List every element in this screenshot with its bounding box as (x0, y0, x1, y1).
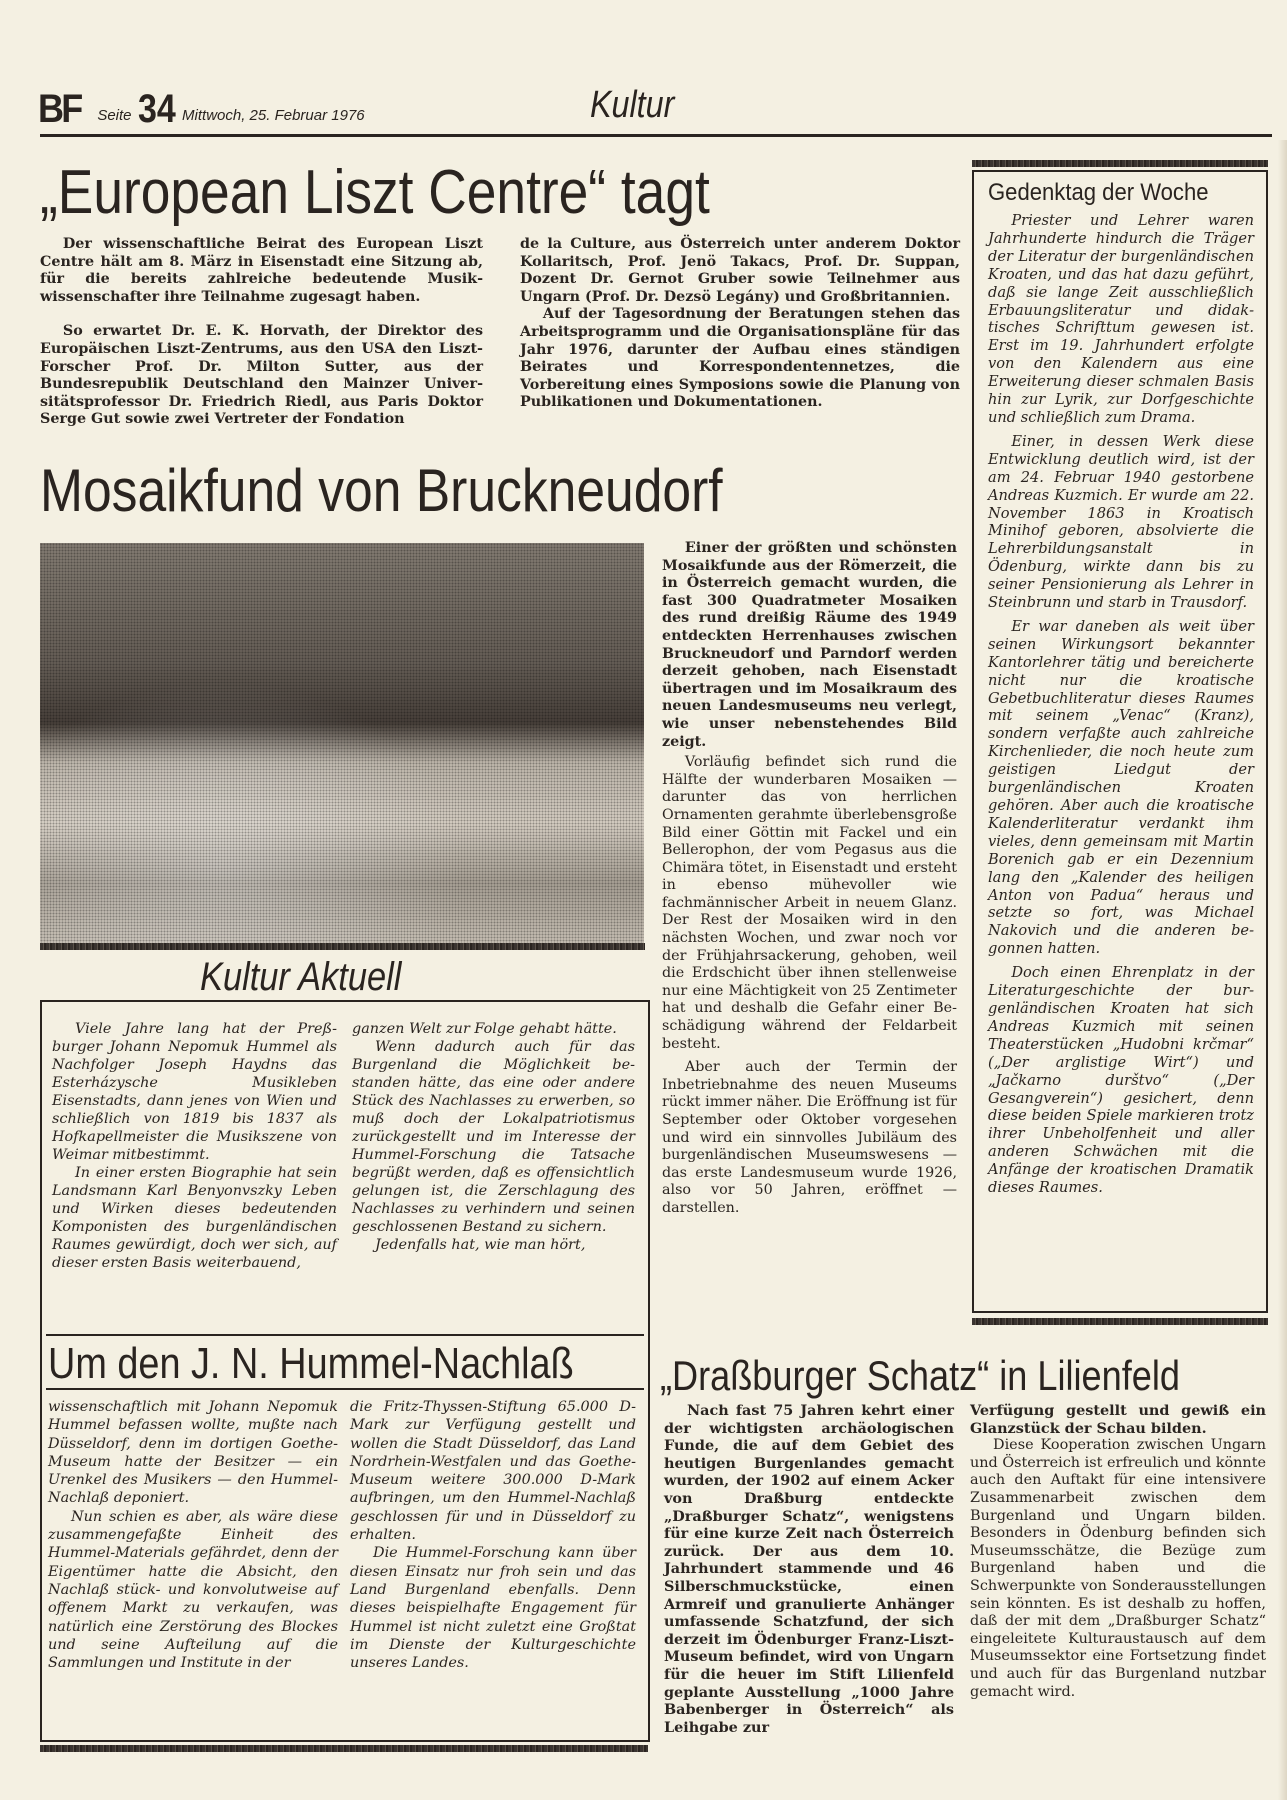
kultur-aktuell-column-1 (52, 1020, 337, 1272)
hummel-column-2 (350, 1398, 636, 1672)
page-label: Seite (97, 107, 132, 124)
mosaik-headline: Mosaikfund von Bruckneudorf (40, 457, 723, 524)
mosaik-column (662, 540, 957, 1218)
paragraph: Er war daneben als weit über seinen Wirkungsort bekannter Kantorlehrer tätig und bereicherte nicht nur die kroatische Gebetbuchliteratur dieses Raumes mit seinem „Venac“ (Kranz), sondern verfaßte auch zahlreiche Kirchenlieder, die noch heute zum geistigen Liedgut der burgenländischen Kroaten gehören. Aber auch die kroatische Kalenderliteratur verdankt ihm vieles, denn gemeinsam mit Martin Borenich gab er ein Dezennium lang den „Kalender des heiligen Anton von Padua“ heraus und setzte so fort, was Michael Nakovich und die anderen begonnen hatten. (988, 617, 1254, 958)
paragraph: Viele Jahre lang hat der Preßburger Johann Nepomuk Hummel als Nachfolger Joseph Haydns das Esterházysche Musikleben Eisenstadts, dann jenes von Wien und schließlich von 1819 bis 1837 als Hofkapellmeister die Musikszene von Weimar mitbestimmt. (52, 1021, 337, 1163)
paragraph: Diese Kooperation zwischen Ungarn und Österreich ist erfreulich und könnte auch den Auftakt für eine intensivere Zusammenarbeit zwischen dem Burgenland und Ungarn bilden. Besonders in Ödenburg befinden sich Museumsschätze, die Bezüge zum Burgenland haben und die Schwerpunkte von Sonderausstellungen sein könnten. Es ist deshalb zu hoffen, daß der mit dem „Draßburger Schatz“ eingeleitete Kulturaustausch auf dem Museumssektor eine Fortsetzung findet und auch für das Burgenland nutzbar gemacht wird. (970, 1437, 1266, 1700)
paragraph: Jedenfalls hat, wie man hört, (375, 1237, 586, 1253)
gedenktag-top-band (972, 160, 1268, 167)
masthead-rule (40, 134, 1272, 137)
drassburg-column-2 (970, 1402, 1266, 1701)
gedenktag-bottom-band (972, 1318, 1268, 1325)
newspaper-logo: BF (38, 87, 81, 131)
gedenktag-box (972, 170, 1268, 1313)
kultur-aktuell-band (40, 943, 645, 950)
drassburg-lead: Nach fast 75 Jahren kehrt einer der wichtigsten archäologischen Funde, die auf dem Gebiet des heutigen Burgenlandes gemacht wurden, der 1902 auf einem Acker von Draßburg entdeckte „Draßburger Schatz“, wenigstens für eine kurze Zeit nach Österreich zurück. Der aus dem 10. Jahrhundert stammende und 46 Silberschmuckstücke, einen Armreif und granulierte Anhänger umfassende Schatzfund, der sich derzeit im Ödenburger Franz-Liszt-Museum befindet, wird von Ungarn für die heuer im Stift Lilienfeld geplante Ausstellung „1000 Jahre Babenberger in Österreich“ als Leihgabe zur (664, 1402, 954, 1736)
drassburg-lead-end: Verfügung gestellt und gewiß ein Glanzstück der Schau bilden. (970, 1402, 1266, 1437)
paragraph: ganzen Welt zur Folge gehabt hätte. (352, 1021, 617, 1037)
drassburg-column-1 (664, 1402, 954, 1736)
hummel-bottom-band (40, 1745, 648, 1752)
paragraph: wissenschaftlich mit Johann Nepomuk Hummel befassen wollte, mußte nach Düsseldorf, denn im dortigen Goethe-Museum hatte der Besitzer — ein Urenkel des Musikers — den Hummel-Nachlaß deponiert. (48, 1399, 338, 1507)
liszt-headline: „European Liszt Centre“ tagt (40, 158, 710, 227)
paragraph: die Fritz-Thyssen-Stiftung 65.000 D-Mark zur Verfügung gestellt und wollen die Stadt Düsseldorf, das Land Nordrhein-Westfalen und das Goethe-Museum weitere 300.000 D-Mark aufbringen, um den Hummel-Nachlaß geschlossen für und in Düsseldorf zu erhalten. (350, 1399, 636, 1544)
hummel-headline: Um den J. N. Hummel-Nachlaß (48, 1339, 574, 1388)
mosaik-lead: Einer der größten und schönsten Mosaikfunde aus der Römerzeit, die in Österreich gemacht wurden, die fast 300 Quadratmeter Mosaiken des rund dreißig Räume des 1949 entdeckten Herrenhauses zwischen Bruckneudorf und Parndorf werden derzeit gehoben, nach Eisenstadt übertragen und im Mosaikraum des neuen Landesmuseums neu verlegt, wie unser nebenstehendes Bild zeigt. (662, 540, 957, 750)
kultur-aktuell-title: Kultur Aktuell (200, 955, 402, 999)
gedenktag-text (988, 212, 1254, 1197)
gedenktag-title: Gedenktag der Woche (988, 179, 1209, 206)
page-number: 34 (137, 87, 176, 131)
masthead (38, 82, 365, 131)
paragraph: Einer, in dessen Werk diese Entwicklung deutlich wird, ist der am 24. Februar 1940 gestorbene Andreas Kuzmich. Er wurde am 22. November 1863 in Kroatisch Minihof geboren, absolvierte die Lehrerbildungsanstalt in Ödenburg, wirkte dann bis zu seiner Pensionierung als Lehrer in Steinbrunn und starb in Trausdorf. (988, 432, 1254, 612)
paragraph: Priester und Lehrer waren Jahrhunderte hindurch die Träger der Literatur der burgenländischen Kroaten, und das hat dazu geführt, daß sie lange Zeit ausschließlich Erbauungsliteratur und didaktisches Schrifttum gewesen ist. Erst im 19. Jahrhundert erfolgte von den Kalendern aus eine Erweiterung dieser schmalen Basis hin zur Lyrik, zur Dorfgeschichte und schließlich zum Drama. (988, 212, 1254, 426)
paragraph: Auf der Tagesordnung der Beratungen stehen das Arbeitsprogramm und die Organisationspläne für das Jahr 1976, darunter der Aufbau eines ständigen Beirates und Korrespondentennetzes, die Vorbereitung eines Symposions sowie die Planung von Publikationen und Dokumentationen. (520, 306, 960, 411)
hummel-column-1 (48, 1398, 338, 1672)
paragraph: Wenn dadurch auch für das Burgenland die Möglichkeit bestanden hätte, das eine oder andere Stück des Nachlasses zu erwerben, so muß doch der Lokalpatriotismus zurückgestellt und im Interesse der Hummel-Forschung die Tatsache begrüßt werden, daß es offensichtlich gelungen ist, die Zerschlagung des Nachlasses zu verhindern und seinen geschlossenen Bestand zu sichern. (352, 1039, 635, 1235)
liszt-column-1 (40, 236, 483, 429)
drassburg-headline: „Draßburger Schatz“ in Lilienfeld (660, 1352, 1180, 1399)
paragraph: In einer ersten Biographie hat sein Landsmann Karl Benyonvszky Leben und Wirken dieses bedeutenden Komponisten des burgenländischen Raumes gewürdigt, doch wer sich, auf dieser ersten Basis weiterbauend, (52, 1165, 337, 1271)
issue-date: Mittwoch, 25. Februar 1976 (182, 107, 365, 124)
liszt-column-2 (520, 236, 960, 412)
section-title: Kultur (590, 84, 675, 126)
paragraph: de la Culture, aus Österreich unter anderem Doktor Kollaritsch, Prof. Jenö Takacs, Prof. Dr. Suppan, Dozent Dr. Gernot Gruber sowie Teilnehmer aus Ungarn (Prof. Dr. Dezsö Legány) und Großbritannien. (520, 236, 960, 305)
paragraph: Aber auch der Termin der Inbetriebnahme des neuen Museums rückt immer näher. Die Eröffnung ist für September oder Oktober vorgesehen und wird ein sinnvolles Jubiläum des burgenländischen Museumswesens — das erste Landesmuseum wurde 1926, also vor 50 Jahren, eröffnet — darstellen. (662, 1059, 957, 1216)
mosaic-photo (40, 543, 644, 943)
paragraph: Die Hummel-Forschung kann über diesen Einsatz nur froh sein und das Land Burgenland ebenfalls. Denn dieses beispielhafte Engagement für Hummel ist nicht zuletzt eine Großtat im Dienste der Kulturgeschichte unseres Landes. (350, 1545, 636, 1672)
paragraph: Doch einen Ehrenplatz in der Literaturgeschichte der burgenländischen Kroaten hat sich Andreas Kuzmich mit seinen Theaterstücken „Hudobni krčmar“ („Der arglistige Wirt“) und „Jačkarno durštvo“ („Der Gesangverein“) gesichert, denn diese beiden Spiele markieren trotz ihrer Unbeholfenheit und aller anderen Schwächen mit die Anfänge der kroatischen Dramatik dieses Raumes. (988, 964, 1254, 1197)
paragraph: So erwartet Dr. E. K. Horvath, der Direktor des Europäischen Liszt-Zentrums, aus den USA den Liszt-Forscher Prof. Dr. Milton Sutter, aus der Bundesrepublik Deutschland den Mainzer Universitätsprofessor Dr. Friedrich Riedl, aus Paris Doktor Serge Gut sowie zwei Vertreter der Fondation (40, 323, 483, 428)
paragraph: Nun schien es aber, als wäre diese zusammengefaßte Einheit des Hummel-Materials gefährdet, denn der Eigentümer hatte die Absicht, den Nachlaß stück- und konvolutweise auf offenem Markt zu verkaufen, was natürlich eine Zerstörung des Blockes und seine Aufteilung auf die Sammlungen und Institute in der (48, 1508, 338, 1672)
paragraph: Vorläufig befindet sich rund die Hälfte der wunderbaren Mosaiken — darunter das von herrlichen Ornamenten gerahmte überlebensgroße Bild einer Göttin mit Fackel und ein Bellerophon, der vom Pegasus aus die Chimära tötet, in Eisenstadt und ersteht in ebenso mühevoller wie fachmännischer Arbeit in neuem Glanz. Der Rest der Mosaiken wird in den nächsten Wochen, und zwar noch vor der Frühjahrsackerung, gehoben, weil die Erdschicht über ihnen stellenweise nur eine Mächtigkeit von 25 Zentimeter hat und deshalb die Gefahr einer Beschädigung während der Feldarbeit besteht. (662, 754, 957, 1052)
kultur-aktuell-column-2 (352, 1020, 635, 1254)
page-edge (1278, 140, 1287, 1800)
paragraph: Der wissenschaftliche Beirat des European Liszt Centre hält am 8. März in Eisenstadt eine Sitzung ab, für die bereits zahlreiche bedeutende Musikwissenschafter ihre Teilnahme zugesagt haben. (40, 236, 483, 305)
